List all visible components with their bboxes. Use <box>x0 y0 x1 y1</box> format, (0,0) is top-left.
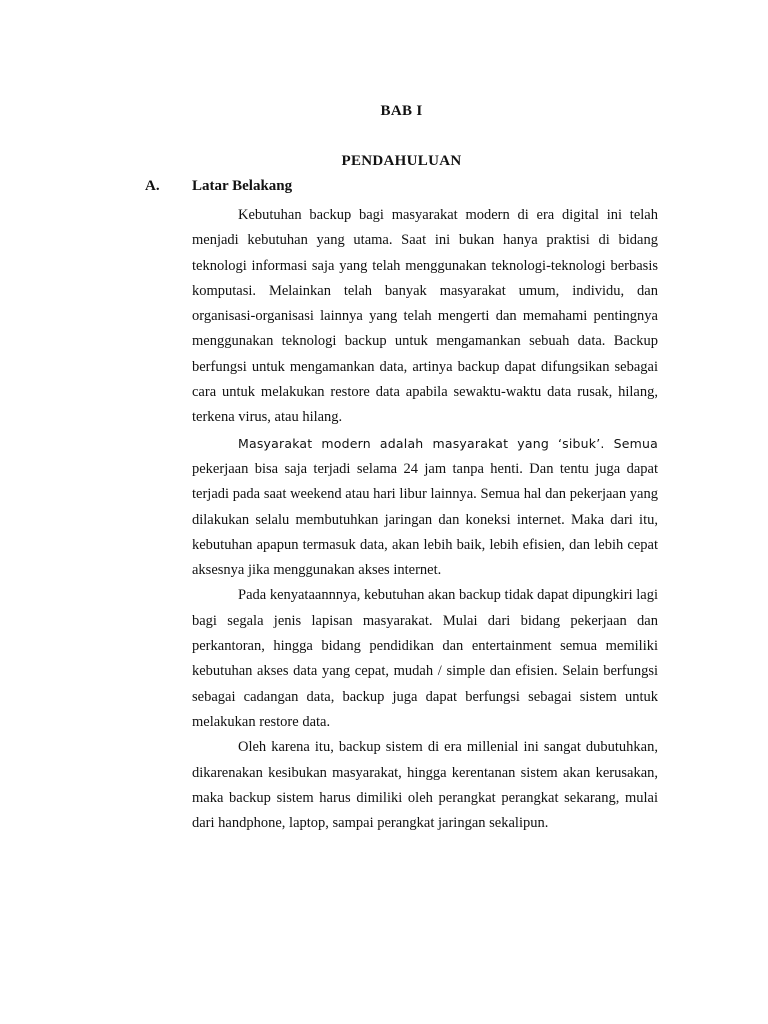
paragraph-2-rest: pekerjaan bisa saja terjadi selama 24 jam tanpa henti. Dan tentu juga dapat terjadi pada saat weekend atau hari libur lainnya. Semua hal dan pekerjaan yang dilakukan selalu membutuhkan jaringan dan koneksi internet. Maka dari itu, kebutuhan apapun termasuk data, akan lebih baik, lebih efisien, dan lebih cepat aksesnya jika menggunakan akses internet. <box>192 460 658 579</box>
paragraph-3: Pada kenyataannnya, kebutuhan akan backup tidak dapat dipungkiri lagi bagi segala jenis lapisan masyarakat. Mulai dari bidang pekerjaan dan perkantoran, hingga bidang pendidikan dan entertainment semua memiliki kebutuhan akses data yang cepat, mudah / simple dan efisien. Selain berfungsi sebagai cadangan data, backup juga dapat berfungsi sebagai sistem untuk melakukan restore data. <box>192 587 658 730</box>
paragraph-2-lead: Masyarakat modern adalah masyarakat yang ‘sibuk’. Semua <box>238 435 658 451</box>
section-heading <box>145 178 292 195</box>
section-title: Latar Belakang <box>192 178 293 194</box>
paragraph-1: Kebutuhan backup bagi masyarakat modern di era digital ini telah menjadi kebutuhan yang utama. Saat ini bukan hanya praktisi di bidang teknologi informasi saja yang telah menggunakan teknologi-teknologi berbasis komputasi. Melainkan telah banyak masyarakat umum, individu, dan organisasi-organisasi lainnya yang telah mengerti dan memahami pentingnya menggunakan teknologi backup untuk mengamankan sebuah data. Backup berfungsi untuk mengamankan data, artinya backup dapat difungsikan sebagai cara untuk melakukan restore data apabila sewaktu-waktu data rusak, hilang, terkena virus, atau hilang. <box>192 207 658 426</box>
body-text <box>192 203 658 836</box>
paragraph-2 <box>192 431 658 584</box>
section-number: A. <box>145 178 160 194</box>
chapter-title: PENDAHULUAN <box>341 153 462 169</box>
chapter-label: BAB I <box>380 103 423 119</box>
paragraph-4: Oleh karena itu, backup sistem di era millenial ini sangat dubutuhkan, dikarenakan kesibukan masyarakat, hingga kerentanan sistem akan kerusakan, maka backup sistem harus dimiliki oleh perangkat perangkat sekarang, mulai dari handphone, laptop, sampai perangkat jaringan sekalipun. <box>192 739 658 832</box>
